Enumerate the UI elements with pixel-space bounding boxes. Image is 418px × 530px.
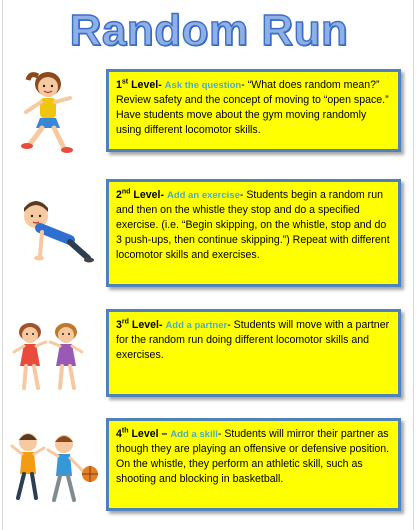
level-1-text: - “What does random mean?” Review safety and the concept of moving to “open space.” Have students move about the gym moving randomly using different locomotor skills. [116, 79, 389, 136]
level-4-text: - Students will mirror their partner as though they are playing an offensive or defensive position. On the whistle, they perform an athletic skill, such as shooting and blocking in basketball. [116, 428, 390, 485]
basketball-kids-illustration [6, 428, 106, 508]
level-1-heading: 1st Level- [116, 78, 165, 91]
level-3-text: - Students will move with a partner for the random run doing different locomotor skills and exercises. [116, 319, 390, 361]
level-2-text: - Students begin a random run and then on the whistle they stop and do a specified exercise. (i.e. “Begin skipping, on the whistle, stop and do 3 push-ups, then continue skipping.”) Repeat with different locomotor skills and exercises. [116, 189, 390, 261]
level-3-heading: 3rd Level- [116, 318, 166, 331]
level-1-subtitle: Ask the question [164, 80, 242, 91]
level-3-box [106, 309, 401, 397]
level-2-subtitle: Add an exercise [167, 190, 240, 201]
two-girls-illustration [10, 318, 90, 396]
level-2-box [106, 179, 401, 287]
level-2-heading: 2nd Level- [116, 188, 167, 201]
level-4-subtitle: Add a skill [170, 429, 218, 440]
pushup-boy-illustration [14, 196, 94, 270]
page-title: Random Run [69, 6, 349, 55]
running-girl-illustration [8, 68, 86, 158]
level-4-box [106, 418, 401, 511]
level-1-box [106, 69, 401, 152]
level-4-heading: 4th Level – [116, 427, 171, 440]
level-3-subtitle: Add a partner [165, 320, 228, 331]
